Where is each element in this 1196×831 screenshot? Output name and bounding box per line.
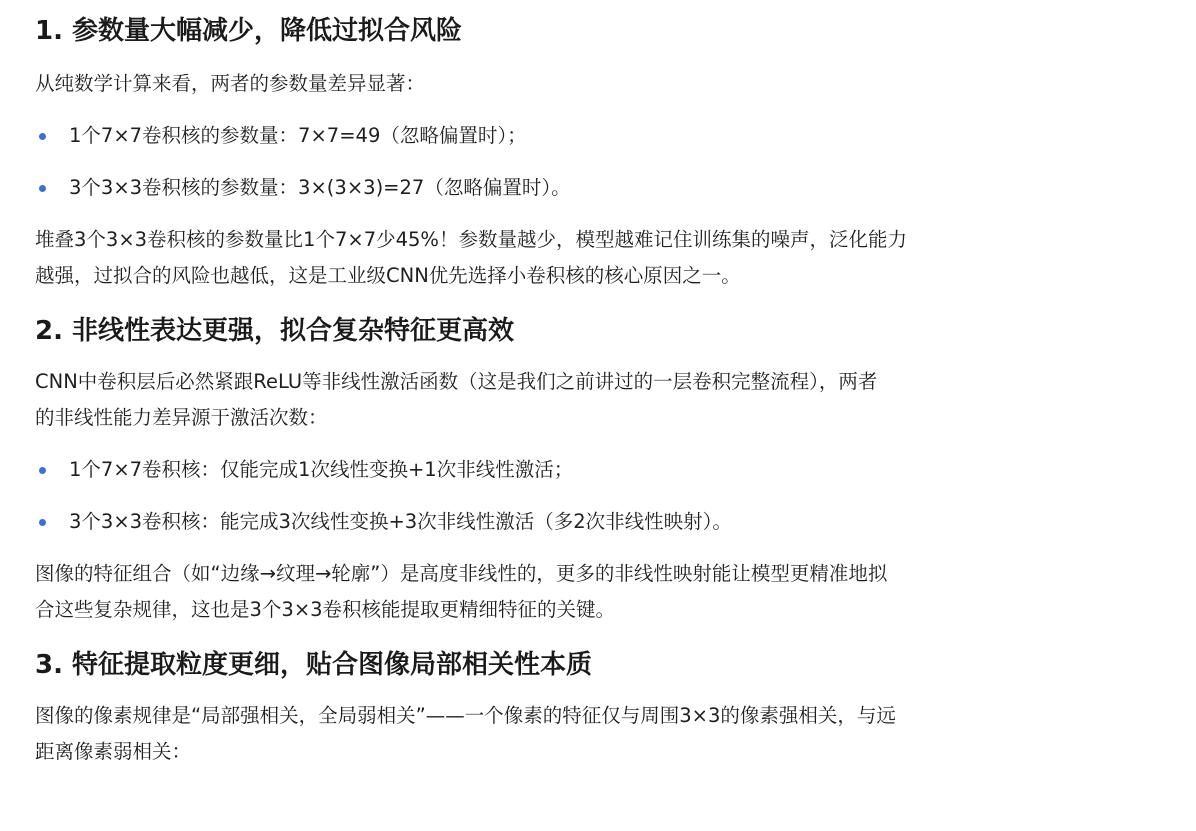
bullet-list: [35, 452, 1196, 540]
list-item: [35, 452, 1196, 488]
bullet-dot-icon: [39, 519, 46, 526]
list-item: [35, 170, 1196, 206]
bullet-dot-icon: [39, 133, 46, 140]
section-parameter-reduction: [35, 13, 1196, 294]
paragraph-line: 合这些复杂规律，这也是3个3×3卷积核能提取更精细特征的关键。: [35, 598, 616, 621]
list-item-text: 3个3×3卷积核：能完成3次线性变换+3次非线性激活（多2次非线性映射）。: [69, 510, 732, 533]
article: [0, 13, 1196, 831]
section-heading: 1. 参数量大幅减少，降低过拟合风险: [35, 16, 463, 46]
paragraph-line: CNN中卷积层后必然紧跟ReLU等非线性激活函数（这是我们之前讲过的一层卷积完整流程），两者: [35, 370, 878, 393]
list-item: [35, 504, 1196, 540]
paragraph-line: 图像的特征组合（如“边缘→纹理→轮廓”）是高度非线性的，更多的非线性映射能让模型更精准地拟: [35, 562, 888, 585]
section-feature-granularity: [35, 647, 1196, 770]
paragraph-line: 图像的像素规律是“局部强相关，全局弱相关”——一个像素的特征仅与周围3×3的像素强相关，与远: [35, 704, 896, 727]
bullet-dot-icon: [39, 185, 46, 192]
bullet-dot-icon: [39, 467, 46, 474]
section-intro: 从纯数学计算来看，两者的参数量差异显著：: [35, 72, 426, 95]
section-conclusion: [35, 556, 1125, 628]
list-item-text: 1个7×7卷积核：仅能完成1次线性变换+1次非线性激活；: [69, 458, 574, 481]
section-nonlinearity: [35, 313, 1196, 628]
bullet-list: [35, 118, 1196, 206]
list-item-text: 3个3×3卷积核的参数量：3×(3×3)=27（忽略偏置时）。: [69, 176, 571, 199]
section-intro: [35, 698, 1125, 770]
section-intro: [35, 364, 1125, 436]
paragraph-line: 堆叠3个3×3卷积核的参数量比1个7×7少45%！参数量越少，模型越难记住训练集的噪声，泛化能力: [35, 228, 907, 251]
section-heading: 2. 非线性表达更强，拟合复杂特征更高效: [35, 316, 515, 346]
paragraph-line: 越强，过拟合的风险也越低，这是工业级CNN优先选择小卷积核的核心原因之一。: [35, 264, 741, 287]
paragraph-line: 距离像素弱相关：: [35, 740, 192, 763]
section-heading: 3. 特征提取粒度更细，贴合图像局部相关性本质: [35, 650, 593, 680]
section-conclusion: [35, 222, 1125, 294]
list-item-text: 1个7×7卷积核的参数量：7×7=49（忽略偏置时）；: [69, 124, 527, 147]
list-item: [35, 118, 1196, 154]
paragraph-line: 的非线性能力差异源于激活次数：: [35, 406, 328, 429]
